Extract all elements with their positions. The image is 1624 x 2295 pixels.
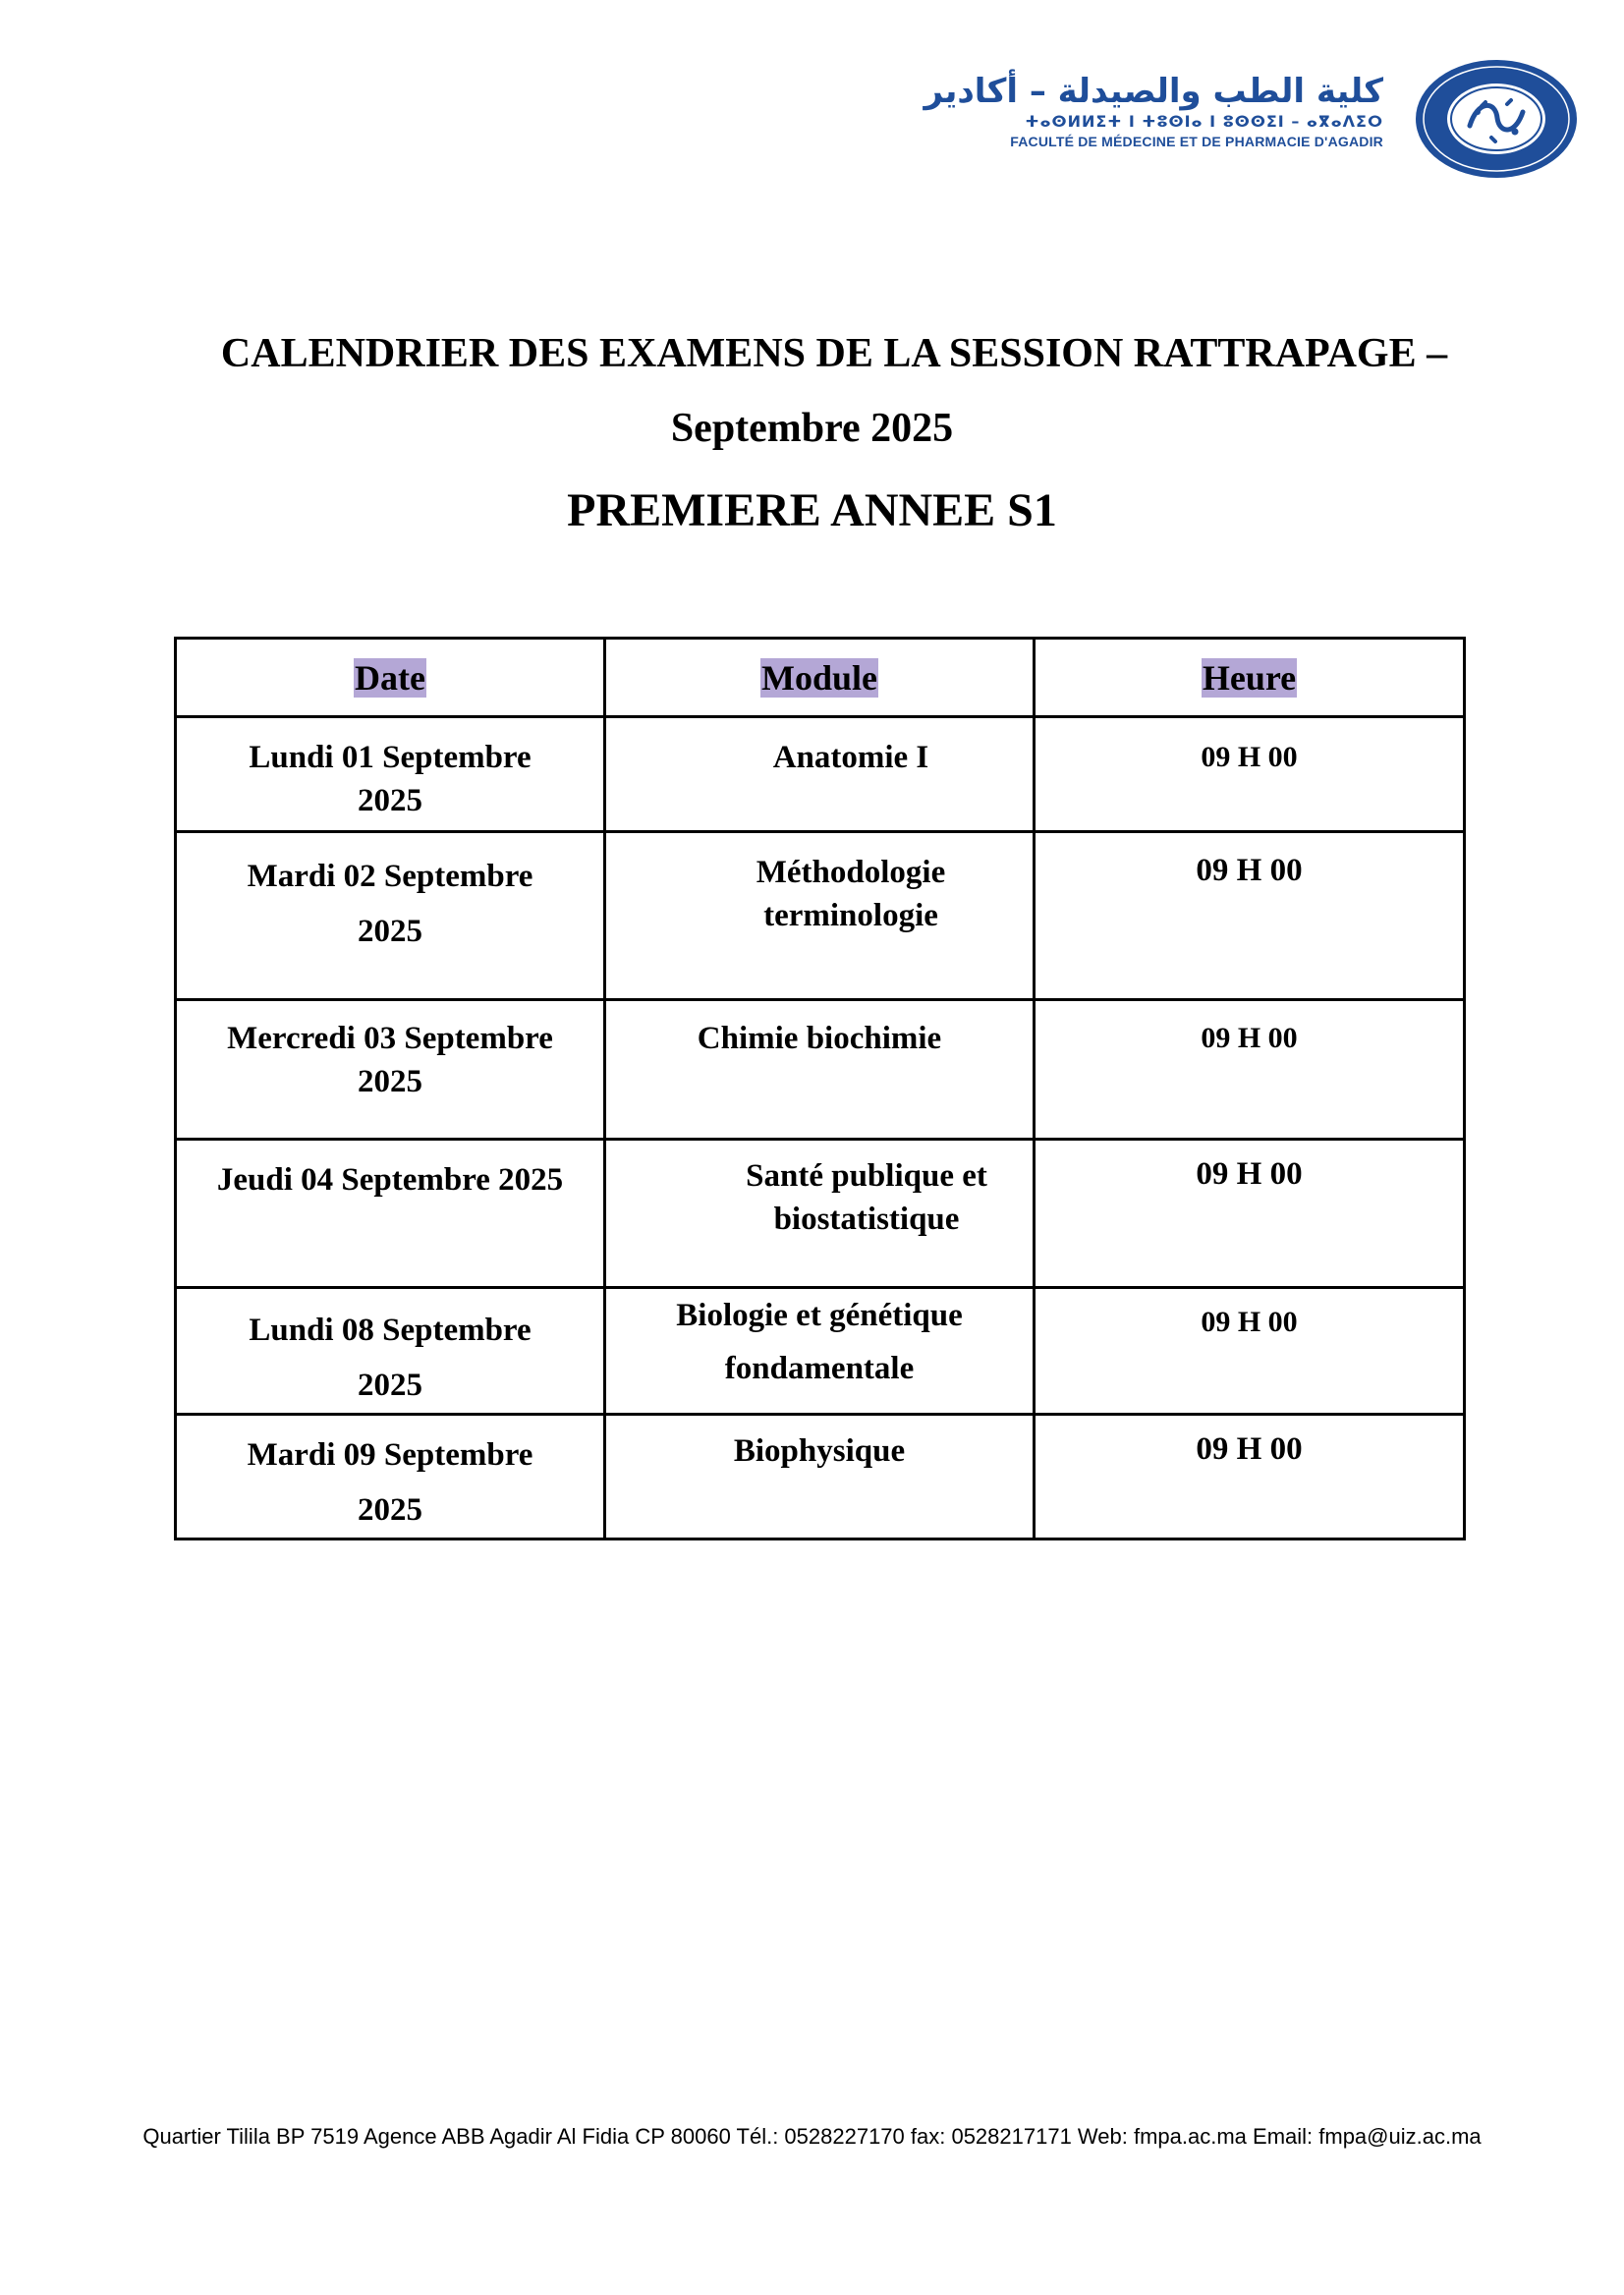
date-line: 2025 bbox=[358, 783, 422, 818]
module-line: Biophysique bbox=[733, 1433, 906, 1469]
heure-cell bbox=[1035, 832, 1465, 1000]
heure-cell bbox=[1035, 1415, 1465, 1539]
date-line: 2025 bbox=[358, 1064, 422, 1099]
date-line: Mardi 09 Septembre bbox=[247, 1437, 533, 1473]
date-line: Lundi 01 Septembre bbox=[249, 740, 532, 775]
exam-schedule-table bbox=[174, 637, 1466, 1540]
table-row bbox=[176, 1288, 1465, 1415]
date-cell bbox=[176, 1140, 605, 1288]
date-cell bbox=[176, 832, 605, 1000]
module-cell bbox=[605, 1000, 1035, 1140]
table-row bbox=[176, 1140, 1465, 1288]
column-header-heure bbox=[1035, 639, 1465, 717]
heure-value: 09 H 00 bbox=[1196, 1156, 1303, 1192]
module-cell bbox=[605, 832, 1035, 1000]
module-line: fondamentale bbox=[724, 1351, 915, 1386]
institution-name-tifinagh: ⵜⴰⵙⵍⵍⵉⵜ ⵏ ⵜⵓⵙⵏⴰ ⵏ ⵓⵙⵙⵉⵏ – ⴰⴳⴰⴷⵉⵔ bbox=[1025, 112, 1383, 131]
date-line: Jeudi 04 Septembre 2025 bbox=[216, 1162, 564, 1198]
module-line: Méthodologie bbox=[756, 855, 946, 890]
column-header-date bbox=[176, 639, 605, 717]
heure-value: 09 H 00 bbox=[1196, 853, 1303, 888]
page-subtitle-year: PREMIERE ANNEE S1 bbox=[567, 484, 1057, 536]
table-row bbox=[176, 717, 1465, 832]
heure-cell bbox=[1035, 717, 1465, 832]
module-line: Chimie biochimie bbox=[697, 1021, 942, 1056]
footer-contact-info: Quartier Tilila BP 7519 Agence ABB Agadir Al Fidia CP 80060 Tél.: 0528227170 fax: 0528217171 Web: fmpa.ac.ma Email: fmpa@uiz.ac.ma bbox=[142, 2124, 1482, 2149]
heure-value: 09 H 00 bbox=[1201, 1022, 1298, 1054]
table-row bbox=[176, 1415, 1465, 1539]
date-line: Mardi 02 Septembre bbox=[247, 859, 533, 894]
heure-value: 09 H 00 bbox=[1196, 1431, 1303, 1467]
heure-cell bbox=[1035, 1288, 1465, 1415]
module-cell bbox=[605, 1415, 1035, 1539]
institution-name-french: FACULTÉ DE MÉDECINE ET DE PHARMACIE D'AGADIR bbox=[1010, 134, 1383, 149]
institution-name-arabic: كلية الطب والصيدلة – أكادير bbox=[924, 72, 1383, 111]
institution-name-block bbox=[924, 71, 1383, 151]
institution-header bbox=[924, 57, 1580, 185]
column-header-module bbox=[605, 639, 1035, 717]
date-line: Lundi 08 Septembre bbox=[249, 1313, 532, 1348]
heure-value: 09 H 00 bbox=[1201, 741, 1298, 773]
module-line: Anatomie I bbox=[772, 740, 929, 775]
heure-value: 09 H 00 bbox=[1201, 1306, 1298, 1338]
module-line: Santé publique et bbox=[746, 1158, 987, 1194]
table-header-row bbox=[176, 639, 1465, 717]
page-title-line-1: CALENDRIER DES EXAMENS DE LA SESSION RATTRAPAGE – bbox=[220, 331, 1448, 376]
date-cell bbox=[176, 1000, 605, 1140]
date-cell bbox=[176, 717, 605, 832]
column-header-heure-label: Heure bbox=[1202, 657, 1297, 698]
date-line: Mercredi 03 Septembre bbox=[227, 1021, 553, 1056]
page-title-line-2: Septembre 2025 bbox=[670, 406, 954, 451]
university-seal-logo bbox=[1413, 57, 1580, 181]
date-line: 2025 bbox=[358, 1492, 422, 1528]
table-row bbox=[176, 1000, 1465, 1140]
table-row bbox=[176, 832, 1465, 1000]
module-cell bbox=[605, 1140, 1035, 1288]
heure-cell bbox=[1035, 1000, 1465, 1140]
module-line: biostatistique bbox=[773, 1202, 960, 1237]
date-cell bbox=[176, 1415, 605, 1539]
date-line: 2025 bbox=[358, 914, 422, 949]
module-cell bbox=[605, 1288, 1035, 1415]
column-header-module-label: Module bbox=[760, 657, 877, 698]
date-line: 2025 bbox=[358, 1368, 422, 1403]
heure-cell bbox=[1035, 1140, 1465, 1288]
column-header-date-label: Date bbox=[355, 657, 425, 698]
module-line: Biologie et génétique bbox=[676, 1298, 963, 1333]
module-line: terminologie bbox=[763, 898, 938, 933]
module-cell bbox=[605, 717, 1035, 832]
date-cell bbox=[176, 1288, 605, 1415]
